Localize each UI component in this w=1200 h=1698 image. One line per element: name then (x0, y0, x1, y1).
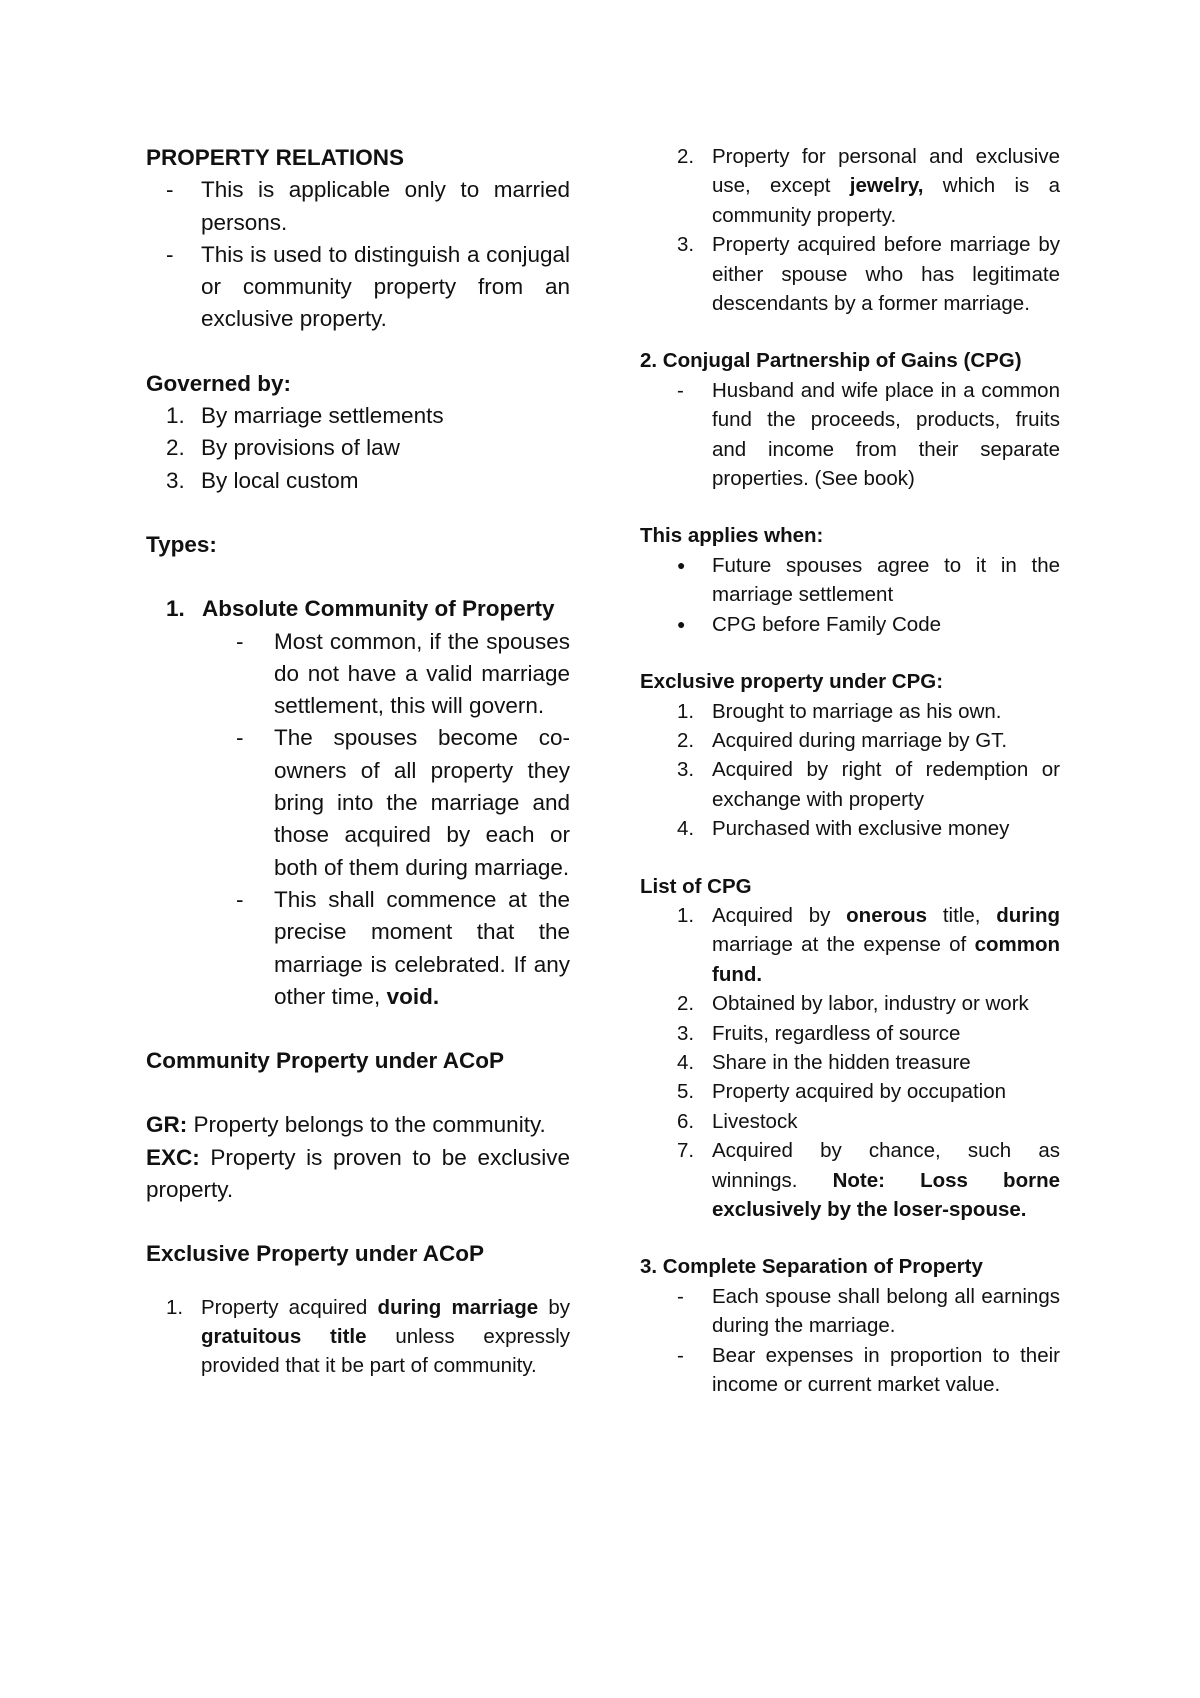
dash-marker: - (677, 1284, 684, 1308)
number-marker: 2. (166, 435, 185, 461)
types-heading: Types: (146, 531, 217, 557)
csp-heading: 3. Complete Separation of Property (640, 1255, 983, 1279)
list-item: - Most common, if the spouses do not have a valid marriage settlement, this will govern. (146, 626, 570, 723)
list-item: 1. Property acquired during marriage by gratuitous title unless expressly provided that it be part of community. (146, 1293, 570, 1381)
bullet-marker: ● (677, 556, 686, 573)
number-marker: 1. (166, 1295, 184, 1319)
list-item: 6. Livestock (640, 1107, 1060, 1136)
list-item: - This shall commence at the precise moment that the marriage is celebrated. If any other time, void. (146, 884, 570, 1013)
list-item: 2. Property for personal and exclusive use, except jewelry, which is a community property. (640, 142, 1060, 230)
list-item: 3. Property acquired before marriage by either spouse who has legitimate descendants by a former marriage. (640, 230, 1060, 318)
dash-marker: - (236, 886, 244, 912)
list-item: 2. Acquired during marriage by GT. (640, 726, 1060, 755)
list-item: 7. Acquired by chance, such as winnings. Note: Loss borne exclusively by the loser-spouse. (640, 1136, 1060, 1224)
list-item: - This is applicable only to married persons. (146, 174, 570, 239)
dash-marker: - (236, 725, 244, 751)
dash-marker: - (677, 1343, 684, 1367)
number-marker: 3. (677, 233, 695, 257)
number-marker: 4. (677, 817, 695, 841)
community-heading: Community Property under ACoP (146, 1048, 504, 1074)
dash-marker: - (677, 378, 684, 402)
left-column (146, 142, 570, 1381)
number-marker: 1. (677, 699, 695, 723)
list-item: ● CPG before Family Code (640, 610, 1060, 639)
right-column (640, 142, 1060, 1399)
list-item: 3. By local custom (146, 465, 570, 497)
exclusive-heading: Exclusive Property under ACoP (146, 1241, 485, 1267)
number-marker: 1. (677, 903, 695, 927)
acp-title: 1. Absolute Community of Property (166, 596, 555, 622)
list-item: 4. Share in the hidden treasure (640, 1048, 1060, 1077)
list-item: 3. Acquired by right of redemption or exchange with property (640, 755, 1060, 814)
bullet-marker: ● (677, 615, 686, 632)
governed-heading: Governed by: (146, 370, 292, 396)
list-item: - The spouses become co-owners of all property they bring into the marriage and those acquired by each or both of them during marriage. (146, 722, 570, 883)
dash-marker: - (166, 177, 174, 203)
list-item: 5. Property acquired by occupation (640, 1077, 1060, 1106)
exclusive-cpg-heading: Exclusive property under CPG: (640, 670, 944, 694)
list-item: 1. Brought to marriage as his own. (640, 697, 1060, 726)
list-item: - Bear expenses in proportion to their income or current market value. (640, 1341, 1060, 1400)
number-marker: 3. (166, 467, 185, 493)
list-item: 1. Acquired by onerous title, during marriage at the expense of common fund. (640, 901, 1060, 989)
dash-marker: - (166, 241, 174, 267)
list-item: - This is used to distinguish a conjugal or community property from an exclusive property. (146, 239, 570, 336)
document-title: PROPERTY RELATIONS (146, 145, 404, 170)
list-item: 3. Fruits, regardless of source (640, 1019, 1060, 1048)
number-marker: 2. (677, 992, 695, 1016)
number-marker: 3. (677, 758, 695, 782)
gr-paragraph: GR: Property belongs to the community. (146, 1112, 546, 1138)
number-marker: 1. (166, 403, 185, 429)
number-marker: 7. (677, 1139, 695, 1163)
list-item: 4. Purchased with exclusive money (640, 814, 1060, 843)
number-marker: 2. (677, 728, 695, 752)
list-item: 1. By marriage settlements (146, 400, 570, 432)
list-cpg-heading: List of CPG (640, 874, 752, 898)
number-marker: 6. (677, 1109, 695, 1133)
applies-heading: This applies when: (640, 524, 824, 548)
list-item: 2. Obtained by labor, industry or work (640, 989, 1060, 1018)
number-marker: 4. (677, 1050, 695, 1074)
number-marker: 2. (677, 145, 695, 168)
list-item: 2. By provisions of law (146, 432, 570, 464)
list-item: ● Future spouses agree to it in the marriage settlement (640, 551, 1060, 610)
list-item: - Husband and wife place in a common fund the proceeds, products, fruits and income from their separate properties. (See book) (640, 376, 1060, 494)
list-item: - Each spouse shall belong all earnings during the marriage. (640, 1282, 1060, 1341)
exc-paragraph: EXC: Property is proven to be exclusive property. (146, 1144, 570, 1203)
cpg-heading: 2. Conjugal Partnership of Gains (CPG) (640, 349, 1022, 373)
dash-marker: - (236, 628, 244, 654)
number-marker: 3. (677, 1021, 695, 1045)
number-marker: 5. (677, 1080, 695, 1104)
